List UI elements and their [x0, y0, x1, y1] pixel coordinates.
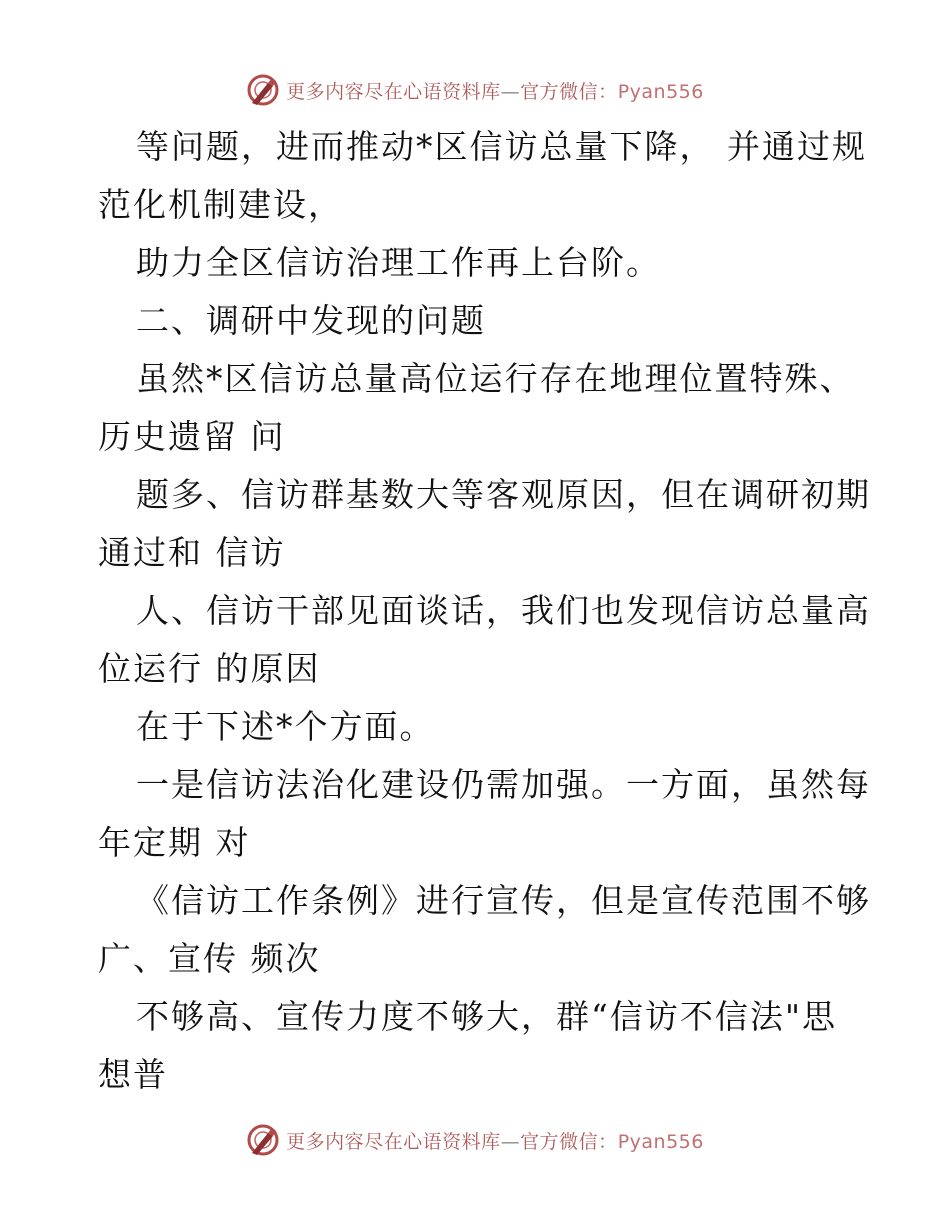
- paragraph-line: 广、宣传 频次: [98, 939, 321, 978]
- pen-logo-icon: [246, 73, 280, 107]
- paragraph-line: 人、信访干部见面谈话，我们也发现信访总量高: [136, 591, 871, 630]
- header-banner: [0, 70, 950, 110]
- paragraph-line: 二、调研中发现的问题: [136, 301, 486, 340]
- paragraph-line: 想普: [98, 1055, 168, 1094]
- paragraph-line: 位运行 的原因: [98, 649, 321, 688]
- paragraph-line: 助力全区信访治理工作再上台阶。: [136, 243, 661, 282]
- paragraph-line: 一是信访法治化建设仍需加强。一方面，虽然每: [136, 765, 871, 804]
- paragraph-line: 通过和 信访: [98, 533, 286, 572]
- paragraph-line: 不够高、宣传力度不够大，群“信访不信法"思: [136, 997, 838, 1036]
- banner-separator: —: [500, 80, 521, 103]
- paragraph-line: 虽然*区信访总量高位运行存在地理位置特殊、: [136, 359, 855, 398]
- paragraph-line: 范化机制建设，: [98, 185, 343, 224]
- paragraph-line: 题多、信访群基数大等客观原因，但在调研初期: [136, 475, 871, 514]
- banner-separator: —: [500, 1130, 521, 1153]
- banner-wechat-label: 官方微信：: [520, 80, 618, 103]
- banner-wechat-label: 官方微信：: [520, 1130, 618, 1153]
- paragraph-line: 历史遗留 问: [98, 417, 286, 456]
- banner-wechat-id: Pyan556: [617, 1130, 704, 1153]
- footer-banner: [0, 1120, 950, 1160]
- paragraph-line: 年定期 对: [98, 823, 251, 862]
- paragraph-line: 在于下述*个方面。: [136, 707, 435, 746]
- document-body: [98, 118, 871, 1104]
- paragraph-line: 《信访工作条例》进行宣传，但是宣传范围不够: [136, 881, 871, 920]
- banner-site: 更多内容尽在心语资料库: [286, 80, 501, 103]
- paragraph-line: 等问题，进而推动*区信访总量下降， 并通过规: [136, 127, 867, 166]
- pen-logo-icon: [246, 1123, 280, 1157]
- banner-site: 更多内容尽在心语资料库: [286, 1130, 501, 1153]
- banner-wechat-id: Pyan556: [617, 80, 704, 103]
- banner-text: [286, 77, 704, 104]
- banner-text: [286, 1127, 704, 1154]
